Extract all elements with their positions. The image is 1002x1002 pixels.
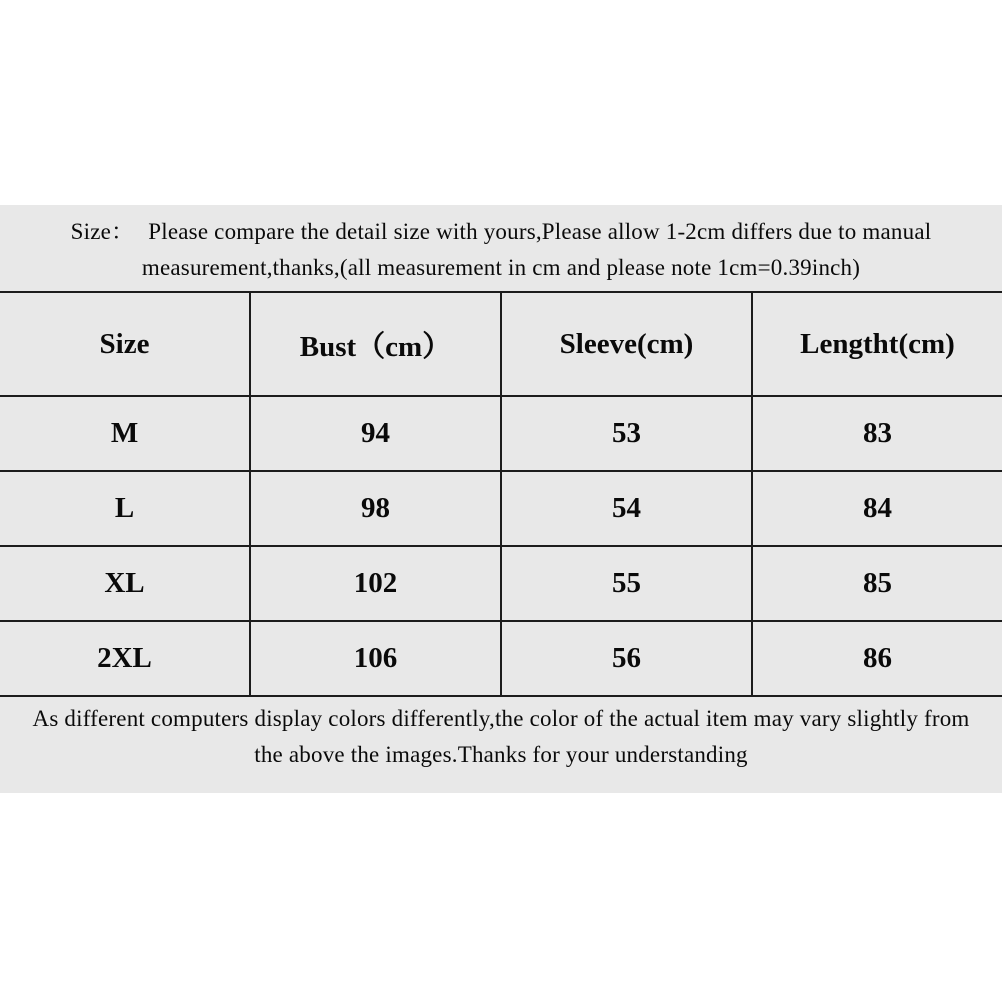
size-chart-panel — [0, 205, 1002, 793]
size-value: 2XL — [0, 621, 250, 696]
size-table — [0, 291, 1002, 697]
table-row-m — [0, 396, 1002, 471]
size-note-label: Size： — [70, 219, 135, 244]
table-row-2xl — [0, 621, 1002, 696]
column-header-bust: Bust（cm） — [250, 292, 501, 396]
length-value: 83 — [752, 396, 1002, 471]
table-row-xl — [0, 546, 1002, 621]
bust-value: 106 — [250, 621, 501, 696]
size-note — [0, 205, 1002, 291]
bust-value: 102 — [250, 546, 501, 621]
size-note-line1 — [0, 214, 1002, 250]
column-header-length: Lengtht(cm) — [752, 292, 1002, 396]
size-value: L — [0, 471, 250, 546]
sleeve-value: 56 — [501, 621, 752, 696]
bust-value: 98 — [250, 471, 501, 546]
size-note-line1-text: Please compare the detail size with yours,Please allow 1-2cm differs due to manual — [148, 219, 932, 244]
sleeve-value: 53 — [501, 396, 752, 471]
sleeve-value: 54 — [501, 471, 752, 546]
disclaimer-line1: As different computers display colors differently,the color of the actual item may vary slightly from — [32, 706, 970, 731]
size-value: XL — [0, 546, 250, 621]
length-value: 84 — [752, 471, 1002, 546]
length-value: 86 — [752, 621, 1002, 696]
table-row-l — [0, 471, 1002, 546]
length-value: 85 — [752, 546, 1002, 621]
size-table-header-row — [0, 292, 1002, 396]
color-disclaimer — [0, 697, 1002, 774]
column-header-size: Size — [0, 292, 250, 396]
size-value: M — [0, 396, 250, 471]
sleeve-value: 55 — [501, 546, 752, 621]
size-note-line2: measurement,thanks,(all measurement in cm and please note 1cm=0.39inch) — [141, 255, 861, 280]
bust-value: 94 — [250, 396, 501, 471]
disclaimer-line2: the above the images.Thanks for your understanding — [254, 742, 748, 767]
column-header-sleeve: Sleeve(cm) — [501, 292, 752, 396]
